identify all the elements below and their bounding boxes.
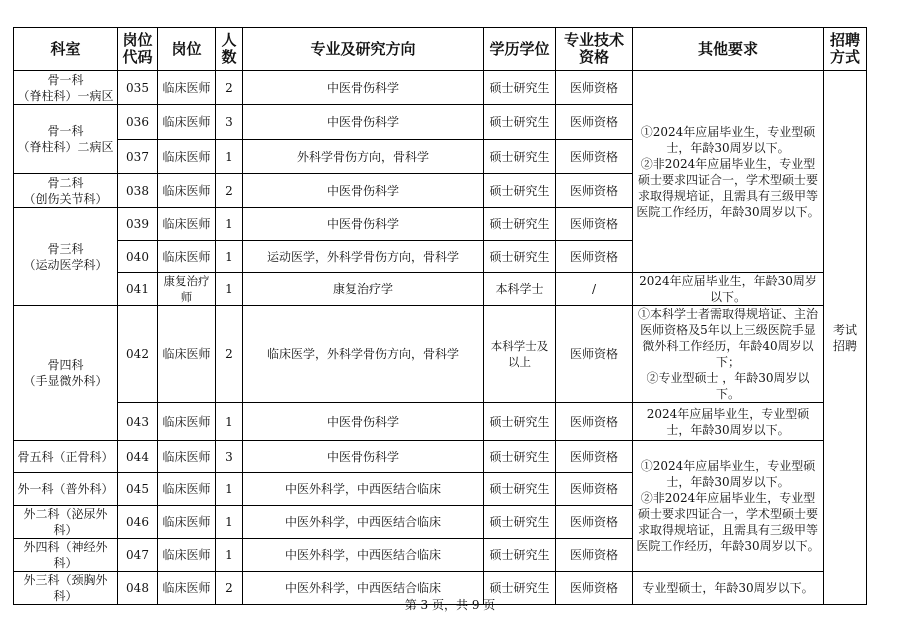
- post-code-cell: 035: [118, 71, 158, 105]
- headcount-cell: 2: [216, 174, 243, 208]
- post-code-cell: 041: [118, 273, 158, 306]
- table-row: [14, 71, 867, 105]
- qualification-cell: 医师资格: [556, 241, 633, 273]
- header-other-requirements: 其他要求: [633, 28, 824, 71]
- dept-name: 骨三科: [47, 241, 84, 256]
- qualification-cell: 医师资格: [556, 506, 633, 539]
- requirement-text: 专业型硕士，年龄30周岁以下。: [642, 581, 814, 595]
- header-headcount: 人数: [216, 28, 243, 71]
- other-requirements-cell: [633, 306, 824, 403]
- post-name-cell: 临床医师: [158, 71, 216, 105]
- major-cell: 中医骨伤科学: [243, 71, 484, 105]
- education-cell: 硕士研究生: [484, 105, 556, 140]
- headcount-cell: 1: [216, 241, 243, 273]
- major-cell: 中医外科学，中西医结合临床: [243, 506, 484, 539]
- requirement-text: ①本科学士者需取得规培证、主治医师资格及5年以上三级医院手显微外科工作经历，年龄40周岁以下；: [637, 307, 818, 369]
- table-row: [14, 403, 867, 441]
- qualification-cell: 医师资格: [556, 71, 633, 105]
- post-name-cell: 康复治疗师: [158, 273, 216, 306]
- qualification-cell: 医师资格: [556, 441, 633, 473]
- dept-subname: （脊柱科）二病区: [17, 140, 114, 154]
- qualification-cell: 医师资格: [556, 306, 633, 403]
- post-name-cell: 临床医师: [158, 174, 216, 208]
- dept-name: 外一科（普外科）: [17, 482, 114, 496]
- qualification-cell: 医师资格: [556, 539, 633, 572]
- dept-name: 外三科（颈胸外: [23, 573, 108, 587]
- headcount-cell: 1: [216, 403, 243, 441]
- table-row: [14, 306, 867, 403]
- page-footer: 第 3 页，共 9 页: [404, 598, 496, 612]
- major-cell: 中医外科学，中西医结合临床: [243, 539, 484, 572]
- education-cell: 硕士研究生: [484, 572, 556, 605]
- qualification-cell: 医师资格: [556, 105, 633, 140]
- education-cell: 本科学士: [484, 273, 556, 306]
- header-post: 岗位: [158, 28, 216, 71]
- table-row: [14, 441, 867, 473]
- dept-cell: [14, 71, 118, 105]
- post-name-cell: 临床医师: [158, 473, 216, 506]
- dept-subname: 科）: [53, 589, 78, 603]
- dept-name: 外四科（神经外: [23, 540, 108, 554]
- major-cell: 中医骨伤科学: [243, 208, 484, 241]
- education-cell: 硕士研究生: [484, 403, 556, 441]
- dept-subname: （脊柱科）一病区: [17, 88, 114, 103]
- requirement-text: 2024年应届毕业生，年龄30周岁以下。: [639, 274, 817, 304]
- other-requirements-cell: [633, 71, 824, 273]
- major-cell: 中医骨伤科学: [243, 403, 484, 441]
- education-cell: 硕士研究生: [484, 473, 556, 506]
- post-code-cell: 046: [118, 506, 158, 539]
- requirement-text: ①2024年应届毕业生，专业型硕士，年龄30周岁以下。: [640, 459, 816, 489]
- headcount-cell: 1: [216, 506, 243, 539]
- headcount-cell: 1: [216, 208, 243, 241]
- requirement-text: ①2024年应届毕业生，专业型硕士，年龄30周岁以下。: [640, 124, 816, 155]
- headcount-cell: 2: [216, 572, 243, 605]
- post-name-cell: 临床医师: [158, 539, 216, 572]
- headcount-cell: 1: [216, 539, 243, 572]
- post-code-cell: 044: [118, 441, 158, 473]
- post-code-cell: 037: [118, 140, 158, 174]
- header-recruit-method: 招聘方式: [824, 28, 867, 71]
- dept-cell: [14, 174, 118, 208]
- major-cell: 中医外科学，中西医结合临床: [243, 473, 484, 506]
- post-code-cell: 048: [118, 572, 158, 605]
- dept-name: 骨五科（正骨科）: [17, 449, 114, 464]
- qualification-cell: 医师资格: [556, 572, 633, 605]
- post-name-cell: 临床医师: [158, 241, 216, 273]
- headcount-cell: 2: [216, 306, 243, 403]
- education-cell: 硕士研究生: [484, 174, 556, 208]
- education-cell: 硕士研究生: [484, 140, 556, 174]
- dept-name: 骨一科: [47, 124, 84, 138]
- post-code-cell: 039: [118, 208, 158, 241]
- post-code-cell: 036: [118, 105, 158, 140]
- header-post-code: 岗位代码: [118, 28, 158, 71]
- recruit-method-cell: [824, 71, 867, 605]
- major-cell: 中医骨伤科学: [243, 441, 484, 473]
- dept-cell: [14, 441, 118, 473]
- dept-name: 骨一科: [47, 72, 84, 87]
- headcount-cell: 1: [216, 273, 243, 306]
- post-code-cell: 047: [118, 539, 158, 572]
- headcount-cell: 2: [216, 71, 243, 105]
- requirement-text: ②非2024年应届毕业生，专业型硕士要求四证合一，学术型硕士要求取得规培证，且需具有三级甲等医院工作经历，年龄30周岁以下。: [636, 491, 820, 553]
- education-cell: 硕士研究生: [484, 539, 556, 572]
- dept-cell: [14, 539, 118, 572]
- requirement-text: 2024年应届毕业生，专业型硕士，年龄30周岁以下。: [646, 406, 810, 437]
- major-cell: 中医骨伤科学: [243, 174, 484, 208]
- post-name-cell: 临床医师: [158, 208, 216, 241]
- post-name-cell: 临床医师: [158, 306, 216, 403]
- header-dept: 科室: [14, 28, 118, 71]
- headcount-cell: 3: [216, 105, 243, 140]
- education-cell: 硕士研究生: [484, 71, 556, 105]
- other-requirements-cell: [633, 273, 824, 306]
- dept-subname: 科）: [53, 523, 78, 537]
- headcount-cell: 1: [216, 140, 243, 174]
- requirement-text: ②专业型硕士 ，年龄30周岁以下。: [646, 371, 810, 401]
- major-cell: 外科学骨伤方向，骨科学: [243, 140, 484, 174]
- post-code-cell: 038: [118, 174, 158, 208]
- dept-cell: [14, 473, 118, 506]
- dept-subname: （运动医学科）: [23, 257, 108, 272]
- dept-cell: [14, 105, 118, 174]
- education-cell: 本科学士及以上: [484, 306, 556, 403]
- post-name-cell: 临床医师: [158, 441, 216, 473]
- dept-cell: [14, 506, 118, 539]
- header-education: 学历学位: [484, 28, 556, 71]
- table-row: [14, 273, 867, 306]
- post-name-cell: 临床医师: [158, 572, 216, 605]
- post-code-cell: 040: [118, 241, 158, 273]
- qualification-cell: /: [556, 273, 633, 306]
- qualification-cell: 医师资格: [556, 140, 633, 174]
- dept-subname: （手显微外科）: [23, 374, 108, 388]
- header-row: [14, 28, 867, 71]
- education-cell: 硕士研究生: [484, 506, 556, 539]
- dept-name: 外二科（泌尿外: [23, 507, 108, 521]
- education-cell: 硕士研究生: [484, 241, 556, 273]
- post-code-cell: 043: [118, 403, 158, 441]
- recruit-method: 考试招聘: [832, 322, 857, 353]
- dept-name: 骨四科: [47, 358, 84, 372]
- requirement-text: ②非2024年应届毕业生，专业型硕士要求四证合一，学术型硕士要求取得规培证，且需具有三级甲等医院工作经历，年龄30周岁以下。: [636, 156, 820, 219]
- major-cell: 临床医学，外科学骨伤方向，骨科学: [243, 306, 484, 403]
- other-requirements-cell: [633, 441, 824, 572]
- post-name-cell: 临床医师: [158, 105, 216, 140]
- dept-cell: [14, 306, 118, 441]
- other-requirements-cell: [633, 403, 824, 441]
- header-major: 专业及研究方向: [243, 28, 484, 71]
- qualification-cell: 医师资格: [556, 208, 633, 241]
- post-name-cell: 临床医师: [158, 140, 216, 174]
- qualification-cell: 医师资格: [556, 473, 633, 506]
- headcount-cell: 1: [216, 473, 243, 506]
- dept-subname: （创伤关节科）: [23, 191, 108, 206]
- major-cell: 中医骨伤科学: [243, 105, 484, 140]
- post-code-cell: 045: [118, 473, 158, 506]
- post-code-cell: 042: [118, 306, 158, 403]
- major-cell: 运动医学，外科学骨伤方向，骨科学: [243, 241, 484, 273]
- dept-subname: 科）: [53, 556, 78, 570]
- education-cell: 硕士研究生: [484, 208, 556, 241]
- post-name-cell: 临床医师: [158, 403, 216, 441]
- headcount-cell: 3: [216, 441, 243, 473]
- header-qualification: 专业技术资格: [556, 28, 633, 71]
- dept-cell: [14, 208, 118, 306]
- major-cell: 康复治疗学: [243, 273, 484, 306]
- major-cell: 中医外科学，中西医结合临床: [243, 572, 484, 605]
- recruitment-table: [13, 27, 867, 605]
- post-name-cell: 临床医师: [158, 506, 216, 539]
- qualification-cell: 医师资格: [556, 403, 633, 441]
- qualification-cell: 医师资格: [556, 174, 633, 208]
- education-cell: 硕士研究生: [484, 441, 556, 473]
- dept-name: 骨二科: [47, 175, 84, 190]
